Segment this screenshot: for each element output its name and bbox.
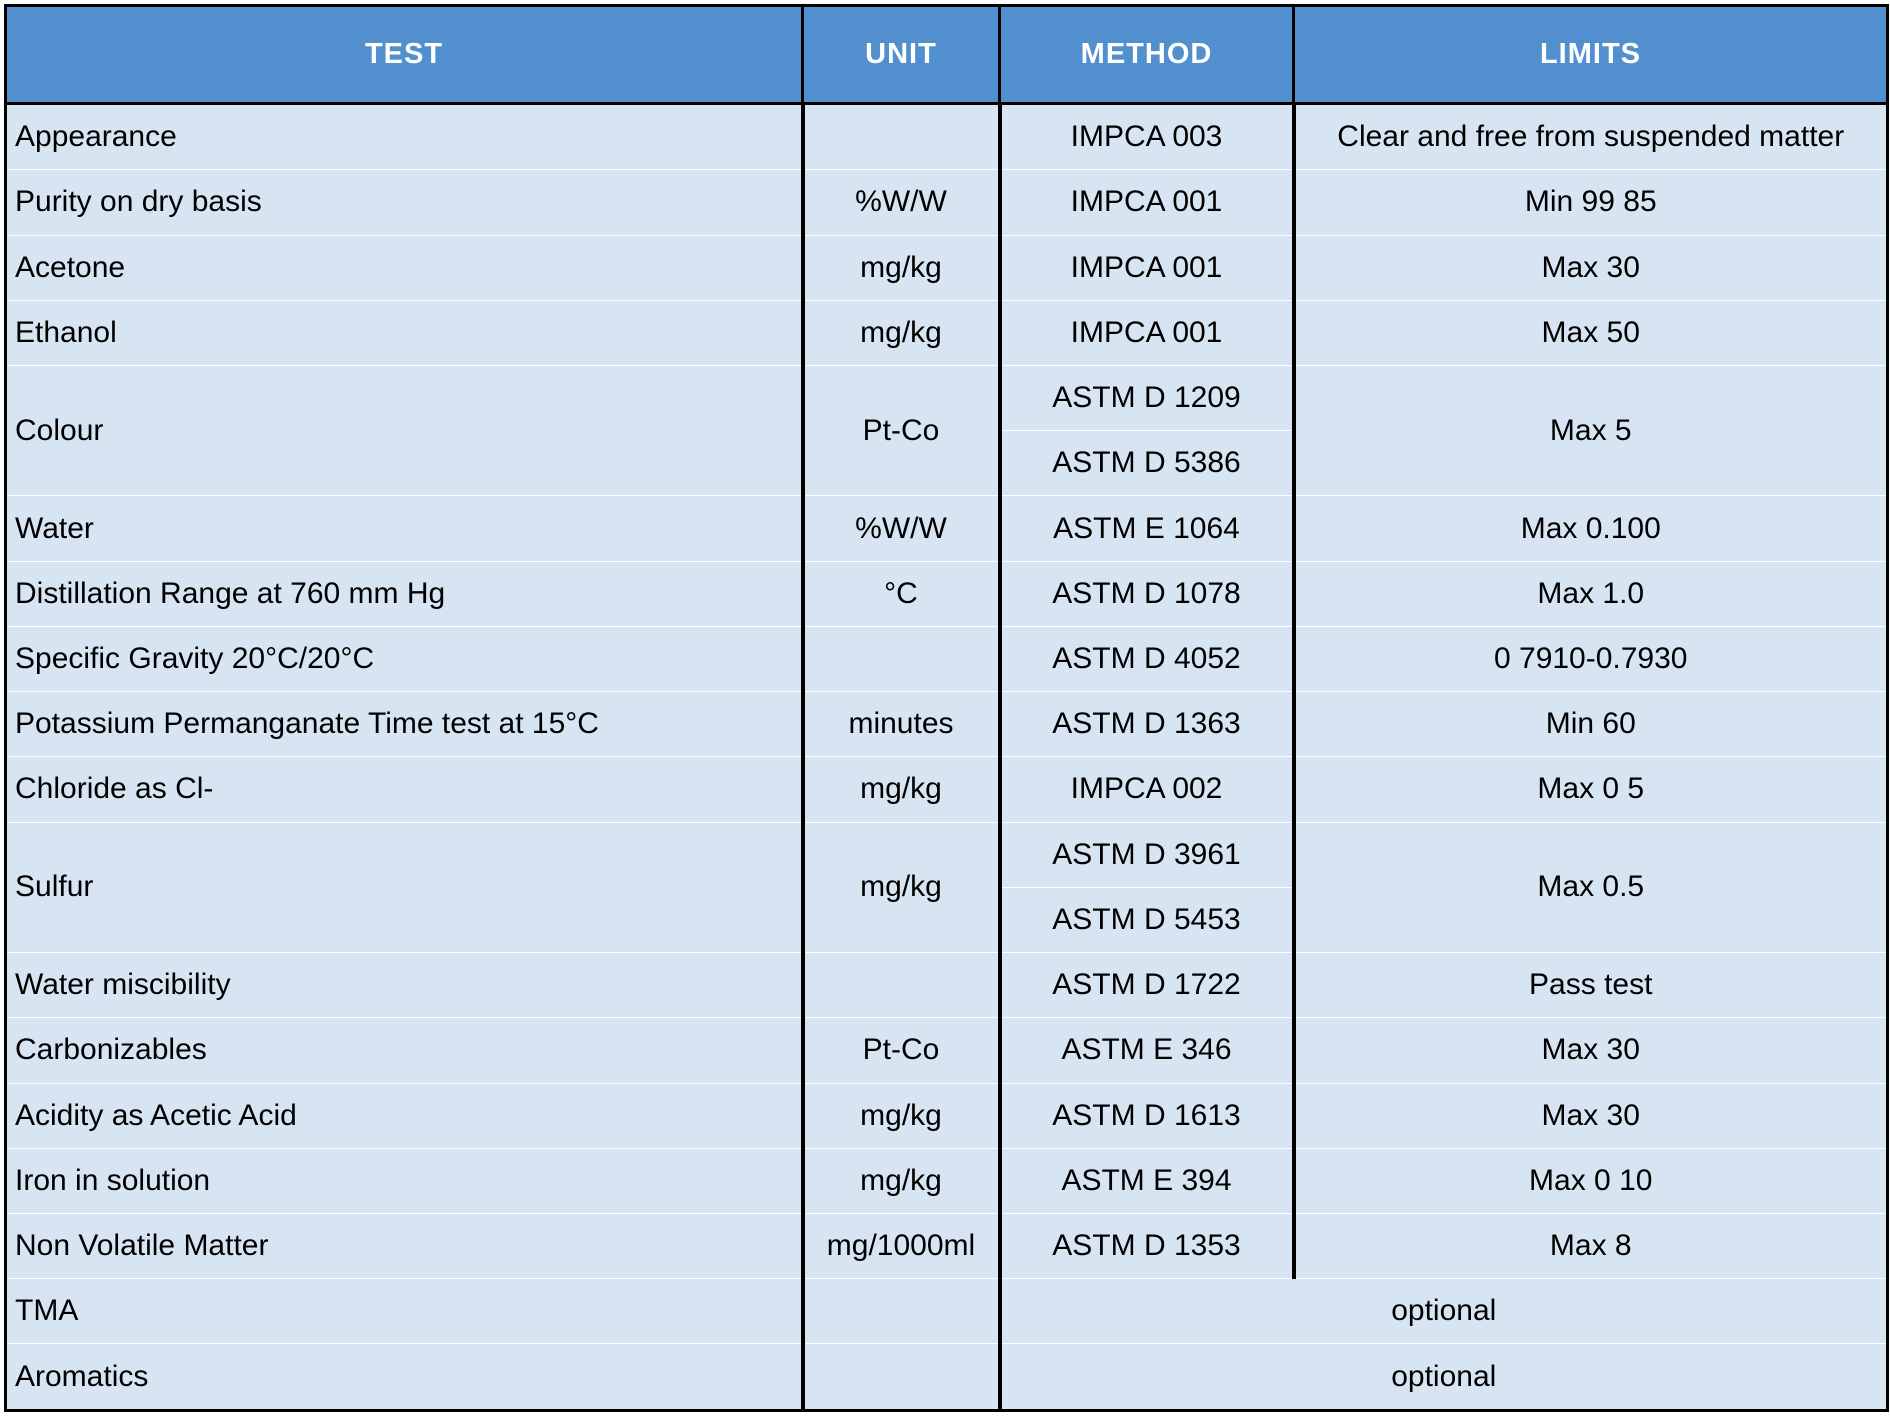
unit-cell: Pt-Co [803, 1018, 1000, 1083]
unit-cell: %W/W [803, 496, 1000, 561]
limits-cell: Max 0 5 [1294, 757, 1888, 822]
unit-cell [803, 1279, 1000, 1344]
unit-cell: °C [803, 561, 1000, 626]
limits-cell: Min 99 85 [1294, 170, 1888, 235]
unit-cell [803, 1344, 1000, 1411]
limits-cell: Max 30 [1294, 235, 1888, 300]
test-cell: Aromatics [6, 1344, 803, 1411]
method-cell: ASTM D 5386 [1000, 431, 1294, 496]
method-cell: IMPCA 001 [1000, 235, 1294, 300]
test-cell: Chloride as Cl- [6, 757, 803, 822]
limits-cell: Pass test [1294, 953, 1888, 1018]
test-cell: Colour [6, 365, 803, 495]
test-cell: Ethanol [6, 300, 803, 365]
limits-cell: Max 5 [1294, 365, 1888, 495]
unit-cell [803, 953, 1000, 1018]
test-cell: TMA [6, 1279, 803, 1344]
table-row [6, 822, 1888, 887]
method-cell: ASTM D 1722 [1000, 953, 1294, 1018]
table-row [6, 1018, 1888, 1083]
unit-cell: Pt-Co [803, 365, 1000, 495]
optional-cell: optional [1000, 1344, 1888, 1411]
limits-cell: Max 30 [1294, 1018, 1888, 1083]
header-test: TEST [6, 6, 803, 104]
table-row [6, 1214, 1888, 1279]
optional-cell: optional [1000, 1279, 1888, 1344]
method-cell: ASTM D 1363 [1000, 692, 1294, 757]
table-row [6, 757, 1888, 822]
specification-table [4, 4, 1889, 1412]
unit-cell: minutes [803, 692, 1000, 757]
unit-cell [803, 104, 1000, 170]
method-cell: ASTM D 5453 [1000, 887, 1294, 952]
method-cell: ASTM E 1064 [1000, 496, 1294, 561]
header-limits: LIMITS [1294, 6, 1888, 104]
limits-cell: Max 8 [1294, 1214, 1888, 1279]
limits-cell: Max 50 [1294, 300, 1888, 365]
table-row [6, 626, 1888, 691]
method-cell: ASTM E 346 [1000, 1018, 1294, 1083]
table-row [6, 1148, 1888, 1213]
unit-cell: mg/kg [803, 822, 1000, 952]
test-cell: Distillation Range at 760 mm Hg [6, 561, 803, 626]
table-row [6, 496, 1888, 561]
unit-cell: mg/kg [803, 235, 1000, 300]
method-cell: ASTM D 1613 [1000, 1083, 1294, 1148]
unit-cell: %W/W [803, 170, 1000, 235]
table-row [6, 692, 1888, 757]
limits-cell: 0 7910-0.7930 [1294, 626, 1888, 691]
test-cell: Specific Gravity 20°C/20°C [6, 626, 803, 691]
method-cell: ASTM D 1078 [1000, 561, 1294, 626]
test-cell: Non Volatile Matter [6, 1214, 803, 1279]
test-cell: Acetone [6, 235, 803, 300]
limits-cell: Min 60 [1294, 692, 1888, 757]
test-cell: Water miscibility [6, 953, 803, 1018]
test-cell: Purity on dry basis [6, 170, 803, 235]
table-row [6, 1083, 1888, 1148]
method-cell: IMPCA 001 [1000, 300, 1294, 365]
table-row [6, 300, 1888, 365]
method-cell: ASTM D 1353 [1000, 1214, 1294, 1279]
method-cell: ASTM E 394 [1000, 1148, 1294, 1213]
table-row [6, 1279, 1888, 1344]
unit-cell [803, 626, 1000, 691]
method-cell: IMPCA 001 [1000, 170, 1294, 235]
test-cell: Potassium Permanganate Time test at 15°C [6, 692, 803, 757]
limits-cell: Max 0.100 [1294, 496, 1888, 561]
test-cell: Sulfur [6, 822, 803, 952]
method-cell: ASTM D 3961 [1000, 822, 1294, 887]
unit-cell: mg/kg [803, 757, 1000, 822]
table-row [6, 104, 1888, 170]
method-cell: ASTM D 4052 [1000, 626, 1294, 691]
limits-cell: Max 0 10 [1294, 1148, 1888, 1213]
table-row [6, 561, 1888, 626]
limits-cell: Max 0.5 [1294, 822, 1888, 952]
header-method: METHOD [1000, 6, 1294, 104]
method-cell: IMPCA 003 [1000, 104, 1294, 170]
limits-cell: Clear and free from suspended matter [1294, 104, 1888, 170]
table-row [6, 953, 1888, 1018]
header-row [6, 6, 1888, 104]
table-row [6, 1344, 1888, 1411]
method-cell: IMPCA 002 [1000, 757, 1294, 822]
test-cell: Iron in solution [6, 1148, 803, 1213]
header-unit: UNIT [803, 6, 1000, 104]
table-row [6, 170, 1888, 235]
table-row [6, 235, 1888, 300]
table-row [6, 365, 1888, 430]
test-cell: Water [6, 496, 803, 561]
unit-cell: mg/1000ml [803, 1214, 1000, 1279]
test-cell: Acidity as Acetic Acid [6, 1083, 803, 1148]
limits-cell: Max 1.0 [1294, 561, 1888, 626]
method-cell: ASTM D 1209 [1000, 365, 1294, 430]
limits-cell: Max 30 [1294, 1083, 1888, 1148]
test-cell: Appearance [6, 104, 803, 170]
unit-cell: mg/kg [803, 1148, 1000, 1213]
test-cell: Carbonizables [6, 1018, 803, 1083]
unit-cell: mg/kg [803, 1083, 1000, 1148]
unit-cell: mg/kg [803, 300, 1000, 365]
